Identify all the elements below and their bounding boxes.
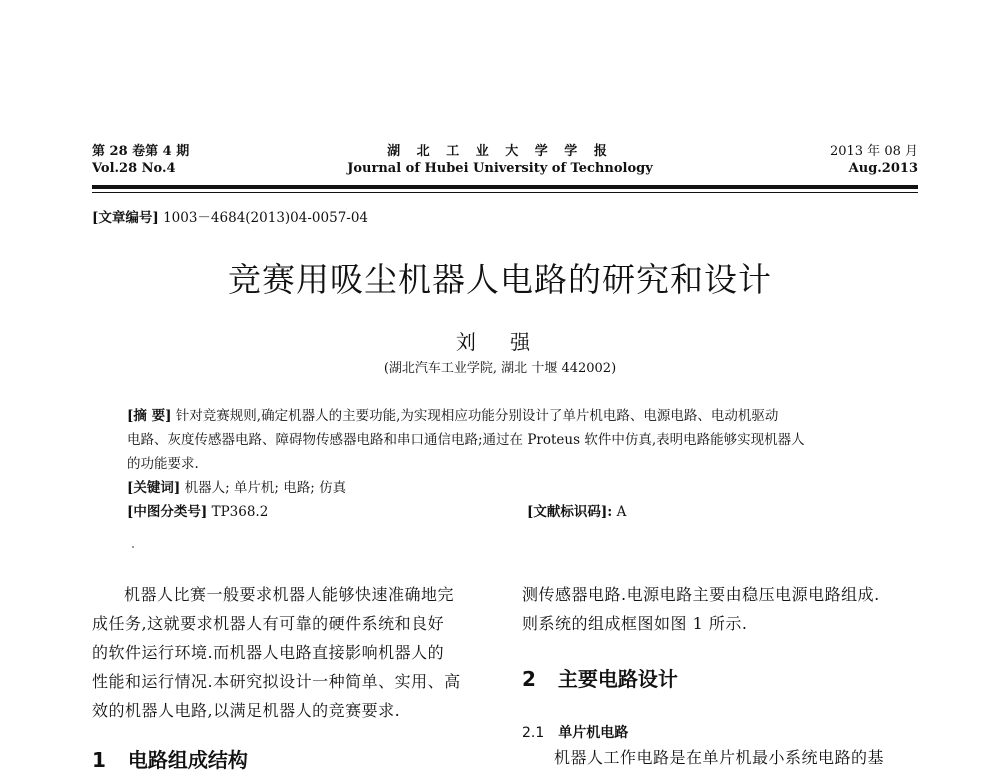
left-line-3: 的软件运行环境.而机器人电路直接影响机器人的 (92, 643, 445, 662)
date-cn: 2013 年 08 月 (829, 144, 918, 159)
section-1-title: 电路组成结构 (127, 748, 248, 772)
doc-code-label: [文献标识码]: (527, 504, 613, 520)
classification (127, 500, 268, 520)
article-id (92, 206, 368, 226)
right-line-1: 测传感器电路.电源电路主要由稳压电源电路组成. (522, 585, 880, 604)
paper-title: 竞赛用吸尘机器人电路的研究和设计 (228, 260, 772, 299)
classification-label: [中图分类号] (127, 504, 208, 520)
abstract-line-1: 针对竞赛规则,确定机器人的主要功能,为实现相应功能分别设计了单片机电路、电源电路、电动机驱动 (175, 408, 779, 424)
journal-name-cn: 湖 北 工 业 大 学 学 报 (387, 144, 613, 159)
volume-label: Vol.28 No.4 (92, 161, 176, 176)
left-paragraph (92, 580, 502, 725)
section-2-number: 2 (522, 667, 536, 691)
abstract-line-2: 电路、灰度传感器电路、障碍物传感器电路和串口通信电路;通过在 Proteus 软件中仿真,表明电路能够实现机器人 (127, 432, 805, 448)
article-id-label: [文章编号] (92, 210, 159, 226)
keywords-label: [关键词] (127, 480, 181, 496)
affiliation: (湖北汽车工业学院, 湖北 十堰 442002) (383, 361, 617, 376)
right-line-2: 则系统的组成框图如图 1 所示. (522, 614, 748, 633)
right-last-line: 机器人工作电路是在单片机最小系统电路的基 (554, 748, 885, 767)
section-1-heading (92, 744, 248, 773)
issue-label: 第 28 卷第 4 期 (92, 144, 190, 159)
left-line-5: 效的机器人电路,以满足机器人的竞赛要求. (92, 701, 401, 720)
doc-code (527, 500, 626, 520)
keywords-value: 机器人; 单片机; 电路; 仿真 (184, 480, 347, 496)
subsection-2-1-title: 单片机电路 (558, 725, 629, 741)
section-1-number: 1 (92, 748, 106, 772)
abstract (127, 404, 917, 500)
header-rule-thick (92, 185, 918, 189)
keywords (127, 476, 917, 500)
section-2-heading (522, 663, 678, 692)
left-line-2: 成任务,这就要求机器人有可靠的硬件系统和良好 (92, 614, 445, 633)
left-line-4: 性能和运行情况.本研究拟设计一种简单、实用、高 (92, 672, 461, 691)
subsection-2-1-heading (522, 722, 628, 742)
article-id-value: 1003－4684(2013)04-0057-04 (163, 210, 369, 226)
journal-name-en: Journal of Hubei University of Technology (347, 161, 653, 176)
subsection-2-1-number: 2.1 (522, 725, 545, 741)
scan-speck (132, 546, 134, 548)
left-line-1: 机器人比赛一般要求机器人能够快速准确地完 (124, 585, 455, 604)
classification-value: TP368.2 (211, 504, 269, 520)
header-rule-thin (92, 192, 918, 193)
author-name: 刘 强 (455, 330, 545, 354)
doc-code-value: A (616, 504, 627, 520)
date-en: Aug.2013 (848, 161, 918, 176)
section-2-title: 主要电路设计 (557, 667, 678, 691)
abstract-label: [摘 要] (127, 408, 172, 424)
abstract-line-3: 的功能要求. (127, 456, 199, 472)
right-paragraph (522, 580, 922, 638)
